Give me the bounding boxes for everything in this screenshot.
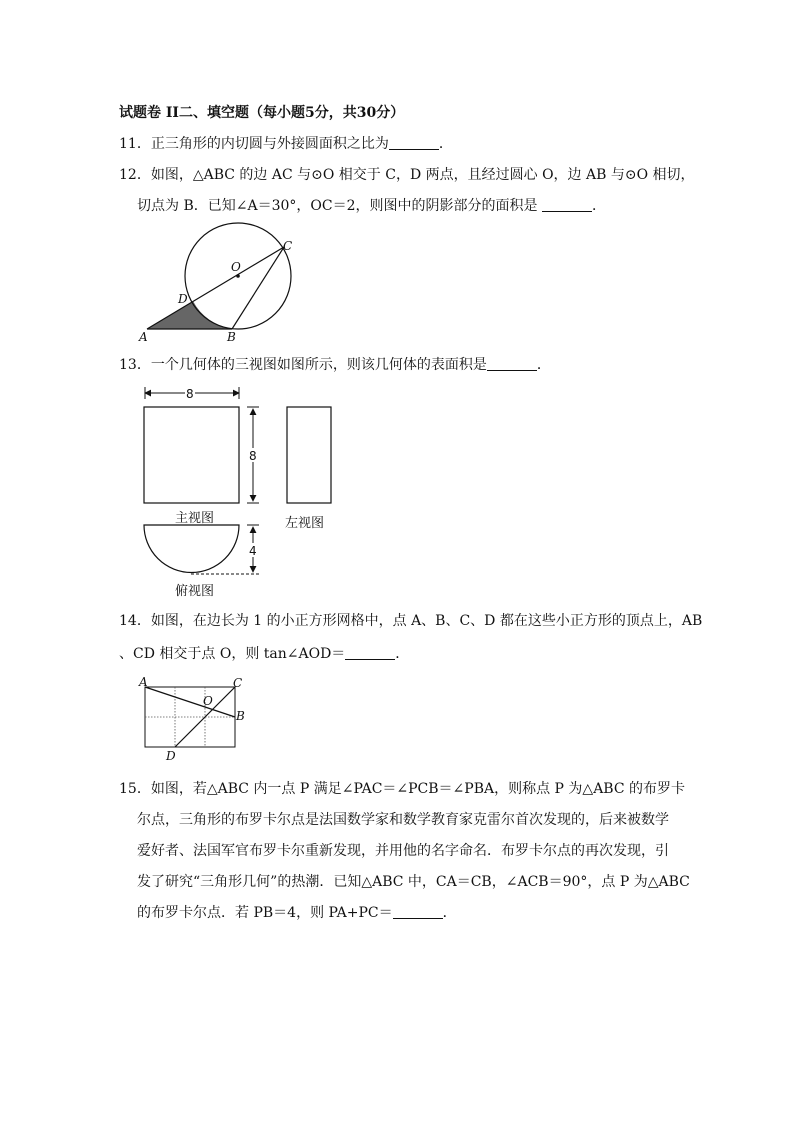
- segment-ab-14: [145, 687, 235, 717]
- question-15-line5: [137, 903, 457, 923]
- label-b-14: B: [236, 709, 245, 723]
- question-15-line3: 爱好者、法国军官布罗卡尔重新发现，并用他的名字命名．布罗卡尔点的再次发现，引: [137, 843, 669, 859]
- question-12-text: 切点为 B．已知∠A＝30°，OC＝2，则图中的阴影部分的面积是: [137, 198, 538, 214]
- question-12-line1: 12．如图，△ABC 的边 AC 与⊙O 相交于 C，D 两点，且经过圆心 O，边 AB 与⊙O 相切，: [119, 167, 695, 183]
- label-d-14: D: [166, 749, 176, 763]
- answer-blank-15[interactable]: [393, 904, 443, 919]
- label-a-14: A: [139, 675, 148, 689]
- question-11-end: ．: [438, 136, 453, 152]
- label-c: C: [283, 239, 293, 253]
- label-o-14: O: [203, 694, 213, 708]
- question-11-text: 11．正三角形的内切圆与外接圆面积之比为: [119, 136, 389, 152]
- label-d: D: [178, 292, 188, 306]
- top-view-caption: 俯视图: [175, 584, 215, 599]
- label-b: B: [227, 330, 236, 344]
- section-title: 试题卷 II二、填空题（每小题5分，共30分）: [119, 105, 405, 121]
- dim-top-label: 8: [186, 387, 194, 401]
- question-12-end: ．: [591, 198, 606, 214]
- left-view-caption: 左视图: [285, 516, 325, 531]
- dim-right-label: 8: [249, 449, 257, 463]
- question-15-line1: 15．如图，若△ABC 内一点 P 满足∠PAC＝∠PCB＝∠PBA，则称点 P 为△ABC 的布罗卡: [119, 781, 686, 797]
- question-15-line4: 发了研究“三角形几何”的热潮．已知△ABC 中，CA＝CB，∠ACB＝90°，点 P 为△ABC: [137, 874, 690, 890]
- question-14-text: 、CD 相交于点 O，则 tan∠AOD＝: [119, 646, 346, 662]
- question-15-line2: 尔点，三角形的布罗卡尔点是法国数学家和数学教育家克雷尔首次发现的，后来被数学: [137, 812, 669, 828]
- question-15-end: ．: [442, 905, 457, 921]
- label-o: O: [231, 260, 241, 274]
- question-14-end: ．: [395, 646, 410, 662]
- label-c-14: C: [233, 676, 243, 690]
- question-13-end: ．: [536, 357, 551, 373]
- label-a: A: [139, 330, 148, 344]
- question-13-text: 13．一个几何体的三视图如图所示，则该几何体的表面积是: [119, 357, 487, 373]
- question-14-line1: 14．如图，在边长为 1 的小正方形网格中，点 A、B、C、D 都在这些小正方形的顶点上，AB: [119, 613, 703, 629]
- question-15-text: 的布罗卡尔点．若 PB＝4，则 PA+PC＝: [137, 905, 393, 921]
- dim-bottom-label: 4: [249, 544, 257, 558]
- front-view-caption: 主视图: [175, 511, 215, 526]
